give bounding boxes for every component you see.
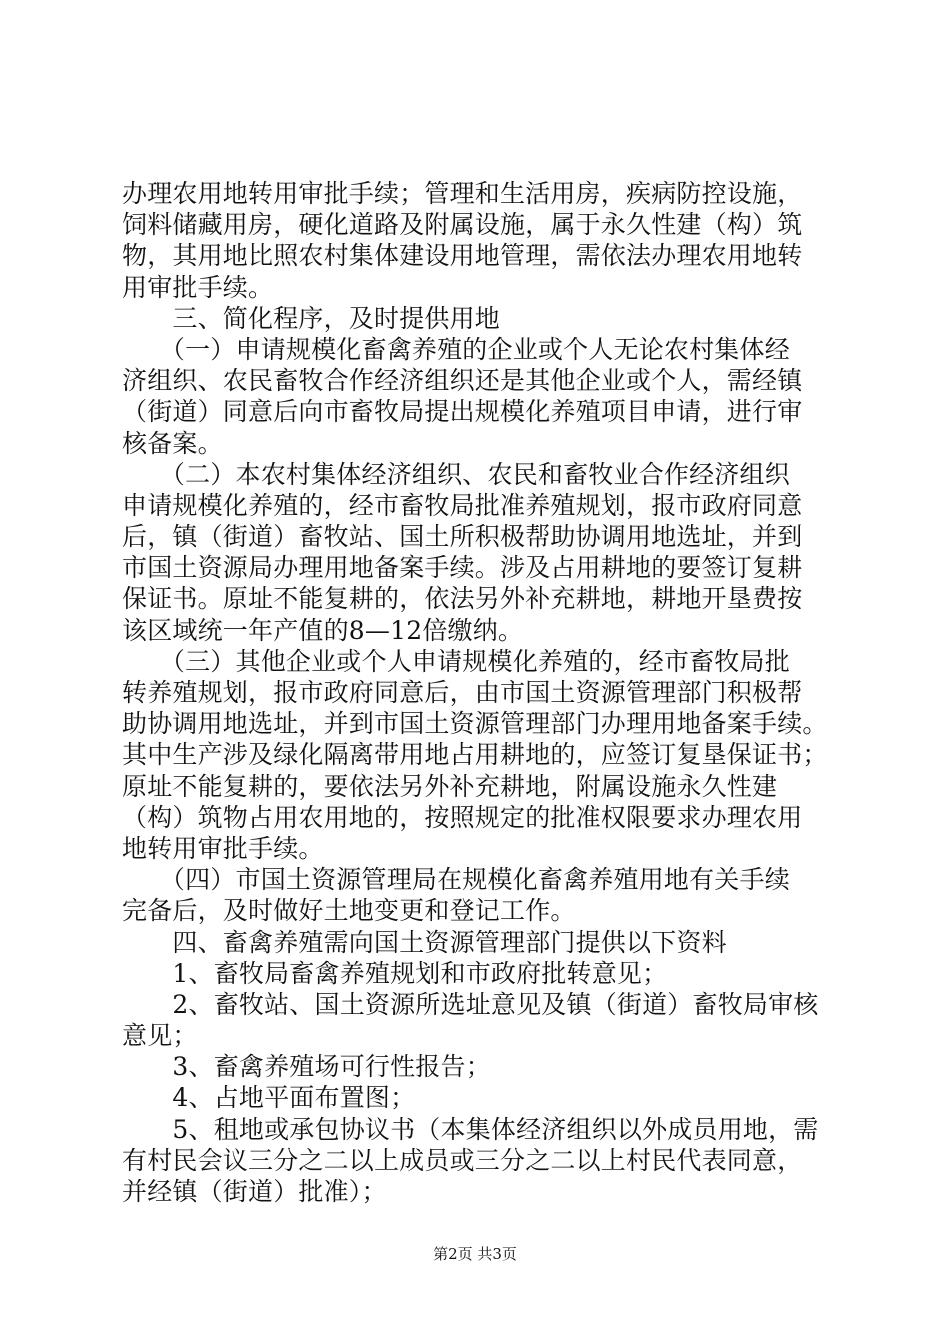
list-item: 5、租地或承包协议书（本集体经济组织以外成员用地，需 [122, 1114, 819, 1144]
section-heading: 三、简化程序，及时提供用地 [122, 303, 501, 333]
text-line: 意见； [122, 1021, 198, 1051]
text-line: 该区域统一年产值的8—12倍缴纳。 [122, 615, 524, 645]
text-line: 核备案。 [122, 428, 223, 458]
page-indicator: 第2页 共3页 [433, 1245, 517, 1263]
document-body [122, 178, 832, 1207]
text-line: （构）筑物占用农用地的，按照规定的批准权限要求办理农用 [122, 802, 803, 832]
text-line: 地转用审批手续。 [122, 833, 324, 863]
text-line: 原址不能复耕的，要依法另外补充耕地，附属设施永久性建 [122, 771, 778, 801]
text-line: 完备后，及时做好土地变更和登记工作。 [122, 896, 576, 926]
text-line: 后，镇（街道）畜牧站、国土所积极帮助协调用地选址，并到 [122, 522, 803, 552]
text-line: （一）申请规模化畜禽养殖的企业或个人无论农村集体经 [122, 334, 790, 364]
list-item: 2、畜牧站、国土资源所选址意见及镇（街道）畜牧局审核 [122, 989, 819, 1019]
page-footer [0, 1244, 950, 1264]
text-line: （二）本农村集体经济组织、农民和畜牧业合作经济组织 [122, 459, 790, 489]
text-line: 有村民会议三分之二以上成员或三分之二以上村民代表同意， [122, 1145, 803, 1175]
text-line: 申请规模化养殖的，经市畜牧局批准养殖规划，报市政府同意 [122, 490, 803, 520]
list-item: 4、占地平面布置图； [122, 1083, 416, 1113]
section-heading: 四、畜禽养殖需向国土资源管理部门提供以下资料 [122, 927, 727, 957]
text-line: 物，其用地比照农村集体建设用地管理，需依法办理农用地转 [122, 241, 803, 271]
text-line: 转养殖规划，报市政府同意后，由市国土资源管理部门积极帮 [122, 678, 803, 707]
text-line: 助协调用地选址，并到市国土资源管理部门办理用地备案手续。 [122, 709, 828, 739]
list-item: 3、畜禽养殖场可行性报告； [122, 1052, 491, 1082]
text-line: 保证书。原址不能复耕的，依法另外补充耕地，耕地开垦费按 [122, 584, 803, 614]
text-line: 饲料储藏用房，硬化道路及附属设施，属于永久性建（构）筑 [122, 210, 803, 240]
text-line: 其中生产涉及绿化隔离带用地占用耕地的，应签订复垦保证书； [122, 740, 828, 770]
list-item: 1、畜牧局畜禽养殖规划和市政府批转意见； [122, 958, 668, 988]
text-line: （三）其他企业或个人申请规模化养殖的，经市畜牧局批 [122, 646, 790, 676]
text-line: 并经镇（街道）批准）； [122, 1177, 387, 1206]
text-line: 办理农用地转用审批手续；管理和生活用房，疾病防控设施， [122, 179, 803, 208]
text-line: （街道）同意后向市畜牧局提出规模化养殖项目申请，进行审 [122, 397, 803, 427]
text-line: 市国土资源局办理用地备案手续。涉及占用耕地的要签订复耕 [122, 553, 803, 583]
text-line: （四）市国土资源管理局在规模化畜禽养殖用地有关手续 [122, 865, 790, 895]
text-line: 用审批手续。 [122, 272, 274, 302]
text-line: 济组织、农民畜牧合作经济组织还是其他企业或个人，需经镇 [122, 366, 803, 396]
